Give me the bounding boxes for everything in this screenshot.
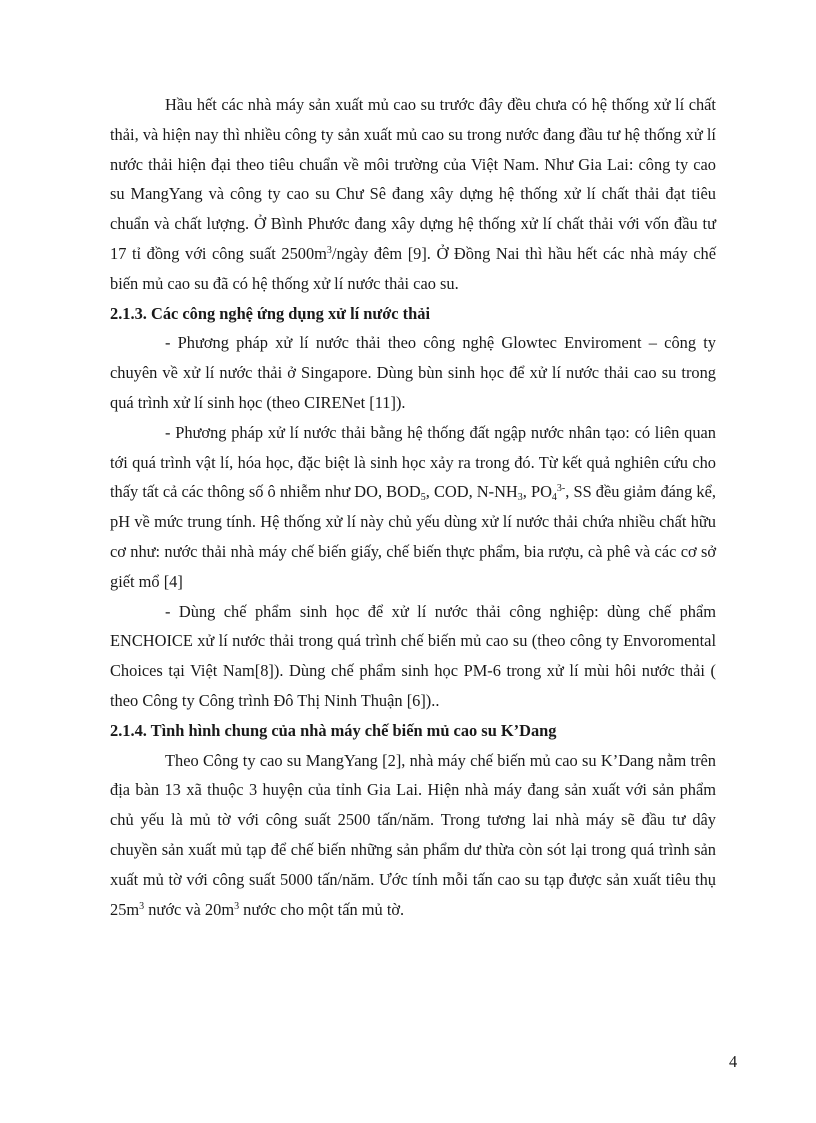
superscript: 3- (556, 483, 566, 495)
superscript: 3 (326, 244, 332, 256)
superscript: 3 (234, 900, 240, 912)
paragraph-text: nước và 20m (144, 899, 235, 919)
paragraph-wastewater-status (110, 90, 716, 299)
superscript: 3 (139, 900, 145, 912)
page-number: 4 (729, 1052, 738, 1071)
paragraph-wetland (110, 418, 716, 597)
paragraph-text: nước cho một tấn mủ tờ. (239, 899, 405, 919)
paragraph-text: , PO (522, 482, 552, 502)
paragraph-text: - Phương pháp xử lí nước thải bằng hệ thống đất ngập nước nhân tạo: có liên quan tới quá trình vật lí, hóa học, đặc biệt là sinh học xảy ra trong đó. Từ kết quả nghiên cứu cho thấy tất cả các thông số ô nhiễm như DO, BOD (110, 422, 716, 502)
paragraph-text: Hầu hết các nhà máy sản xuất mủ cao su trước đây đều chưa có hệ thống xử lí chất thải, và hiện nay thì nhiều công ty sản xuất mủ cao su trong nước đang đầu tư hệ thống xử lí nước thải hiện đại theo tiêu chuẩn về môi trường của Việt Nam. Như Gia Lai: công ty cao su MangYang và công ty cao su Chư Sê đang xây dựng hệ thống xử lí chất thải đạt tiêu chuẩn và chất lượng. Ở Bình Phước đang xây dựng hệ thống xử lí chất thải với vốn đầu tư 17 tỉ đồng với công suất 2500m (110, 95, 716, 263)
paragraph-text: Theo Công ty cao su MangYang [2], nhà máy chế biến mủ cao su K’Dang nằm trên địa bàn 13 xã thuộc 3 huyện của tỉnh Gia Lai. Hiện nhà máy đang sản xuất với sản phẩm chủ yếu là mủ tờ với công suất 2500 tấn/năm. Trong tương lai nhà máy sẽ đầu tư dây chuyền sản xuất mủ tạp để chế biến những sản phẩm dư thừa còn sót lại trong quá trình sản xuất mủ tờ với công suất 5000 tấn/năm. Ước tính mỗi tấn cao su tạp được sản xuất tiêu thụ 25m (110, 750, 716, 919)
paragraph-kdang-factory (110, 746, 716, 925)
paragraph-text: , COD, N-NH (425, 482, 518, 502)
paragraph-bio-products: - Dùng chế phẩm sinh học để xử lí nước thải công nghiệp: dùng chế phẩm ENCHOICE xử lí nước thải trong quá trình chế biến mủ cao su (theo công ty Envoromental Choices tại Việt Nam[8]). Dùng chế phẩm sinh học PM-6 trong xử lí mùi hôi nước thải ( theo Công ty Công trình Đô Thị Ninh Thuận [6]).. (110, 601, 716, 710)
page-body (110, 90, 716, 924)
subscript: 5 (420, 492, 426, 504)
subscript: 4 (551, 492, 557, 504)
paragraph-text: , SS đều giảm đáng kể, pH về mức trung tính. Hệ thống xử lí này chủ yếu dùng xử lí nước thải chứa nhiều chất hữu cơ như: nước thải nhà máy chế biến giấy, chế biến thực phẩm, bia rượu, cà phê và các cơ sở giết mổ [4] (110, 482, 716, 591)
paragraph-text: /ngày đêm [9]. Ở Đồng Nai thì hầu hết các nhà máy chế biến mủ cao su đã có hệ thống xử lí nước thải cao su. (110, 243, 716, 293)
section-heading-2-1-4: 2.1.4. Tình hình chung của nhà máy chế biến mủ cao su K’Dang (110, 720, 557, 740)
subscript: 3 (517, 492, 523, 504)
paragraph-glowtec: - Phương pháp xử lí nước thải theo công nghệ Glowtec Enviroment – công ty chuyên về xử lí nước thải ở Singapore. Dùng bùn sinh học để xử lí nước thải cao su trong quá trình xử lí sinh học (theo CIRENet [11]). (110, 333, 716, 412)
section-heading-2-1-3: 2.1.3. Các công nghệ ứng dụng xử lí nước thải (110, 303, 431, 323)
